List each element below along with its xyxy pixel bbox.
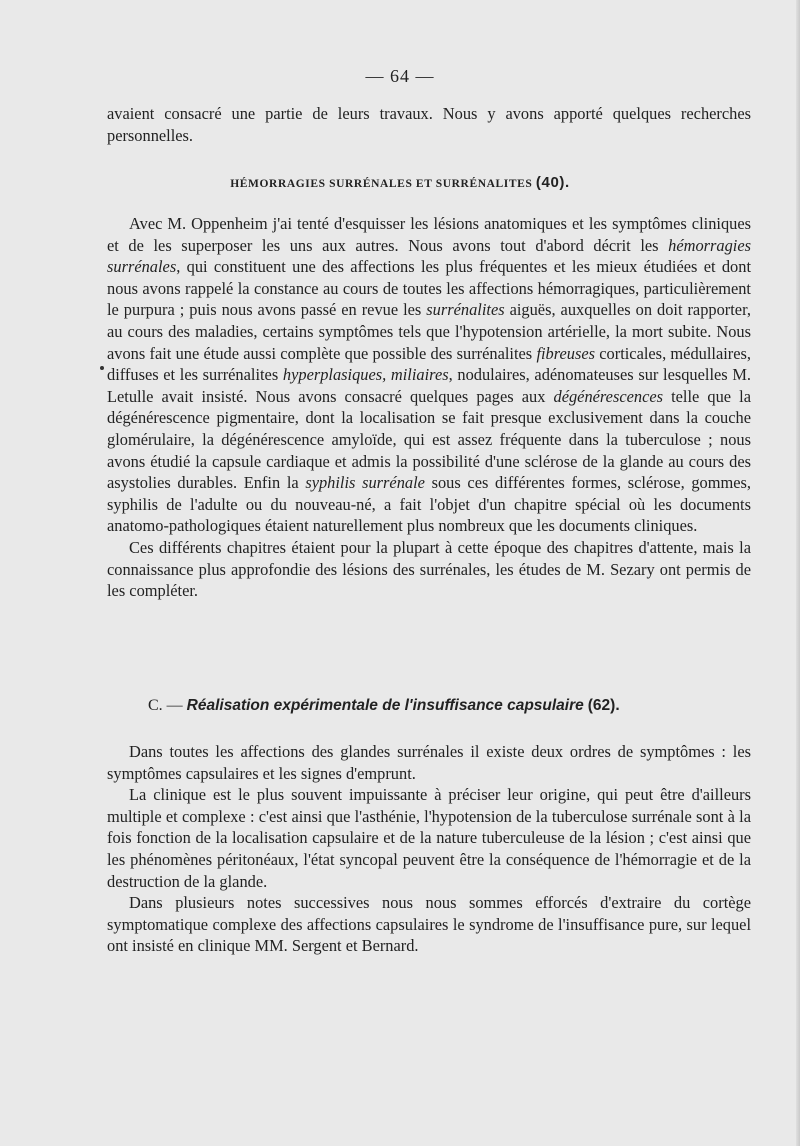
section-body-hemorragies <box>107 213 751 602</box>
page-edge-shadow <box>796 0 800 1146</box>
section-heading-text: HÉMORRAGIES SURRÉNALES ET SURRÉNALITES <box>230 178 533 190</box>
section-heading-title: Réalisation expérimentale de l'insuffisance capsulaire <box>186 697 584 714</box>
text-run: Avec M. Oppenheim j'ai tenté d'esquisser les lésions anatomiques et les symptômes cliniques et de les superposer les uns aux autres. Nous avons tout d'abord décrit les <box>107 214 751 255</box>
text-run: telle que la dégénérescence pigmentaire, dont la localisation se fait presque exclusivement dans la couche glomérulaire, la dégénérescence amyloïde, qui est assez fréquente dans la tuberculose ; nous avons étudié la capsule cardiaque et admis la possibilité d'une sclérose de la glande au cours des asystolies durables. Enfin la <box>107 386 751 493</box>
section-heading-ref: (62). <box>587 697 620 714</box>
text-run: sous ces différentes formes, sclérose, gommes, syphilis de l'adulte ou du nouveau-né, a fait l'objet d'un chapitre spécial où les documents anatomo-pathologiques étaient naturellement plus nombreux que les documents cliniques. <box>107 473 751 536</box>
section-heading-hemorragies <box>0 174 800 191</box>
page-number: — 64 — <box>365 66 435 86</box>
paragraph: Dans toutes les affections des glandes surrénales il existe deux ordres de symptômes : les symptômes capsulaires et les signes d'emprunt. <box>107 742 751 783</box>
paragraph: Ces différents chapitres étaient pour la plupart à cette époque des chapitres d'attente, mais la connaissance plus approfondie des lésions des surrénales, les études de M. Sezary ont permis de les compléter. <box>107 537 751 601</box>
paragraph: Dans plusieurs notes successives nous nous sommes efforcés d'extraire du cortège symptomatique complexe des affections capsulaires le syndrome de l'insuffisance pure, sur lequel ont insisté en clinique MM. Sergent et Bernard. <box>107 893 751 956</box>
italic-term: hémorragies surrénales <box>107 235 751 277</box>
section-heading-ref: (40). <box>535 174 570 191</box>
italic-term: surrénalites <box>426 300 505 320</box>
paragraph <box>107 213 751 537</box>
text-run: aiguës, auxquelles on doit rapporter, au cours des maladies, certains symptômes tels que l'hypotension artérielle, la mort subite. Nous avons fait une étude aussi complète que possible des surrénalites <box>107 300 751 363</box>
intro-paragraph <box>107 103 751 146</box>
text-run: , qui constituent une des affections les plus fréquentes et les mieux étudiées et dont nous avons rappelé la constance au cours de toutes les affections hémorragiques, particulièrement le purpura ; puis nous avons passé en revue les <box>107 257 751 320</box>
text-run: , nodulaires, adénomateuses sur lesquelles M. Letulle avait insisté. Nous avons consacré quelques pages aux <box>107 365 752 406</box>
section-heading-insuffisance <box>148 697 620 715</box>
italic-term: hyperplasiques, miliaires <box>282 365 449 385</box>
paragraph: La clinique est le plus souvent impuissante à préciser leur origine, qui peut être d'ailleurs multiple et complexe : c'est ainsi que l'asthénie, l'hypotension de la tuberculose surrénale sont à la fois fonction de la localisation capsulaire et de la nature tuberculeuse de la lésion ; c'est ainsi que les phénomènes péritonéaux, l'état syncopal peuvent être la conséquence de l'hémorragie et de la destruction de la glande. <box>107 785 751 891</box>
margin-dot <box>100 366 104 370</box>
italic-term: fibreuses <box>536 343 596 363</box>
italic-term: dégénérescences <box>553 386 664 406</box>
italic-term: syphilis surrénale <box>305 473 425 493</box>
intro-text: avaient consacré une partie de leurs travaux. Nous y avons apporté quelques recherches personnelles. <box>107 104 751 145</box>
section-heading-prefix: C. — <box>148 697 183 714</box>
section-body-insuffisance <box>107 741 751 957</box>
text-run: corticales, médullaires, diffuses et les surrénalites <box>107 343 751 385</box>
